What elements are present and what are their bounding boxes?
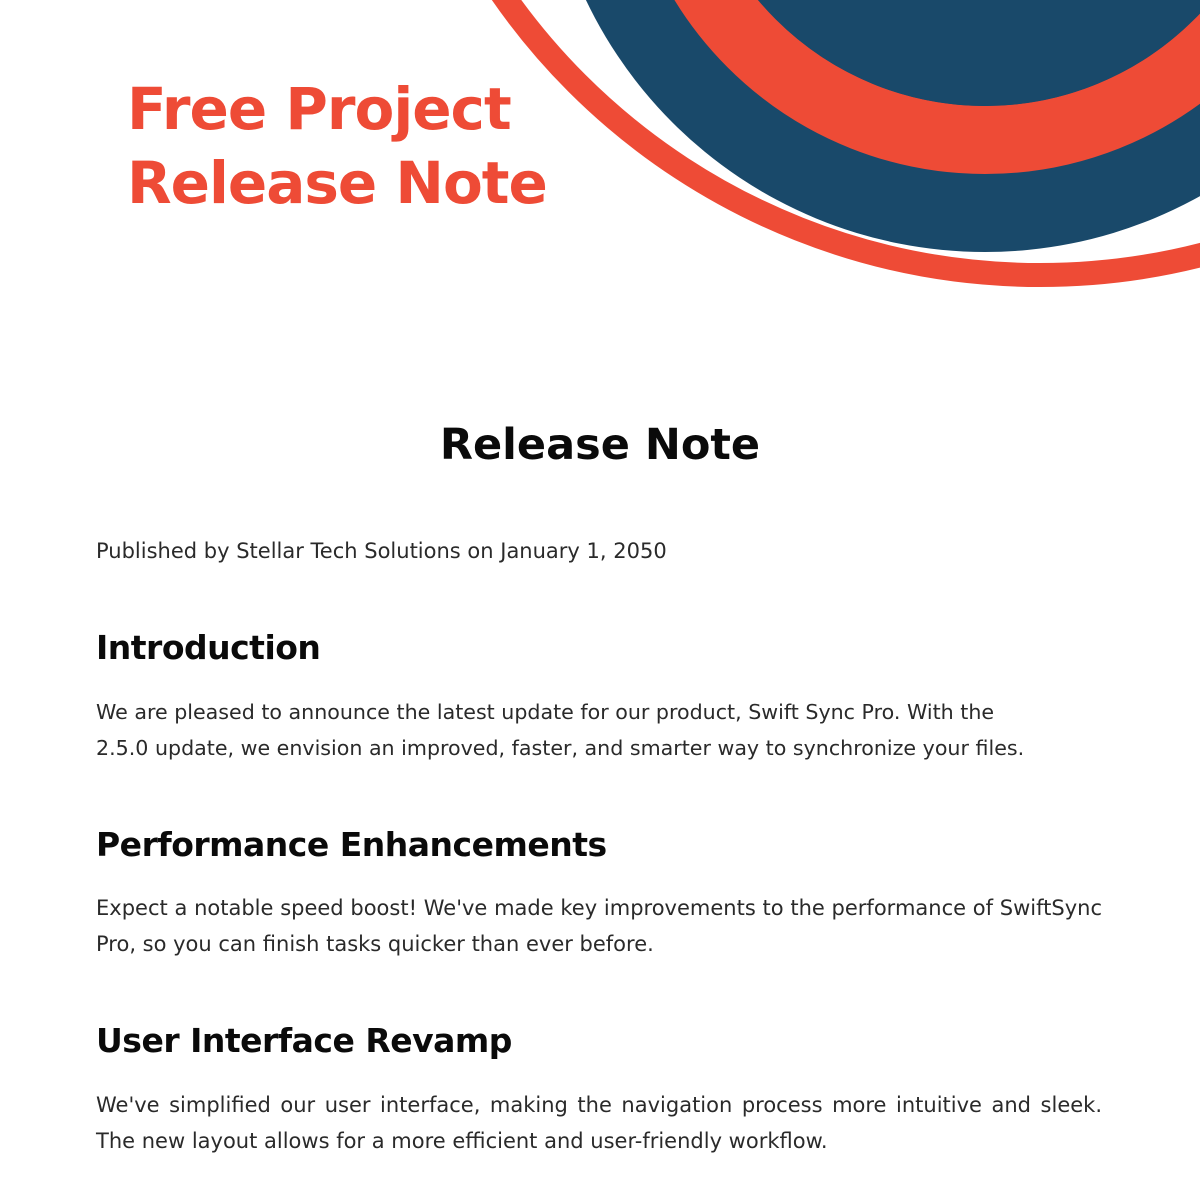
- section-heading-performance: Performance Enhancements: [96, 825, 607, 864]
- banner-title-line2: Release Note: [127, 149, 547, 217]
- document-title: Release Note: [439, 420, 761, 470]
- banner-title: [127, 72, 547, 220]
- section-heading-ui-revamp: User Interface Revamp: [96, 1021, 512, 1060]
- header-banner: [0, 0, 1200, 290]
- published-line: Published by Stellar Tech Solutions on January 1, 2050: [96, 539, 667, 563]
- section-body-performance: Expect a notable speed boost! We've made key improvements to the performance of SwiftSync Pro, so you can finish tasks quicker than ever before.: [96, 896, 1102, 956]
- section-body-ui-revamp: We've simplified our user interface, making the navigation process more intuitive and sleek. The new layout allows for a more efficient and user-friendly workflow.: [96, 1093, 1102, 1153]
- section-heading-introduction: Introduction: [96, 628, 321, 667]
- section-body-introduction: [96, 694, 1024, 766]
- banner-title-line1: Free Project: [127, 75, 511, 143]
- introduction-text: We are pleased to announce the latest update for our product, Swift Sync Pro. With the 2.5.0 update, we envision an improved, faster, and smarter way to synchronize your files.: [96, 700, 1025, 760]
